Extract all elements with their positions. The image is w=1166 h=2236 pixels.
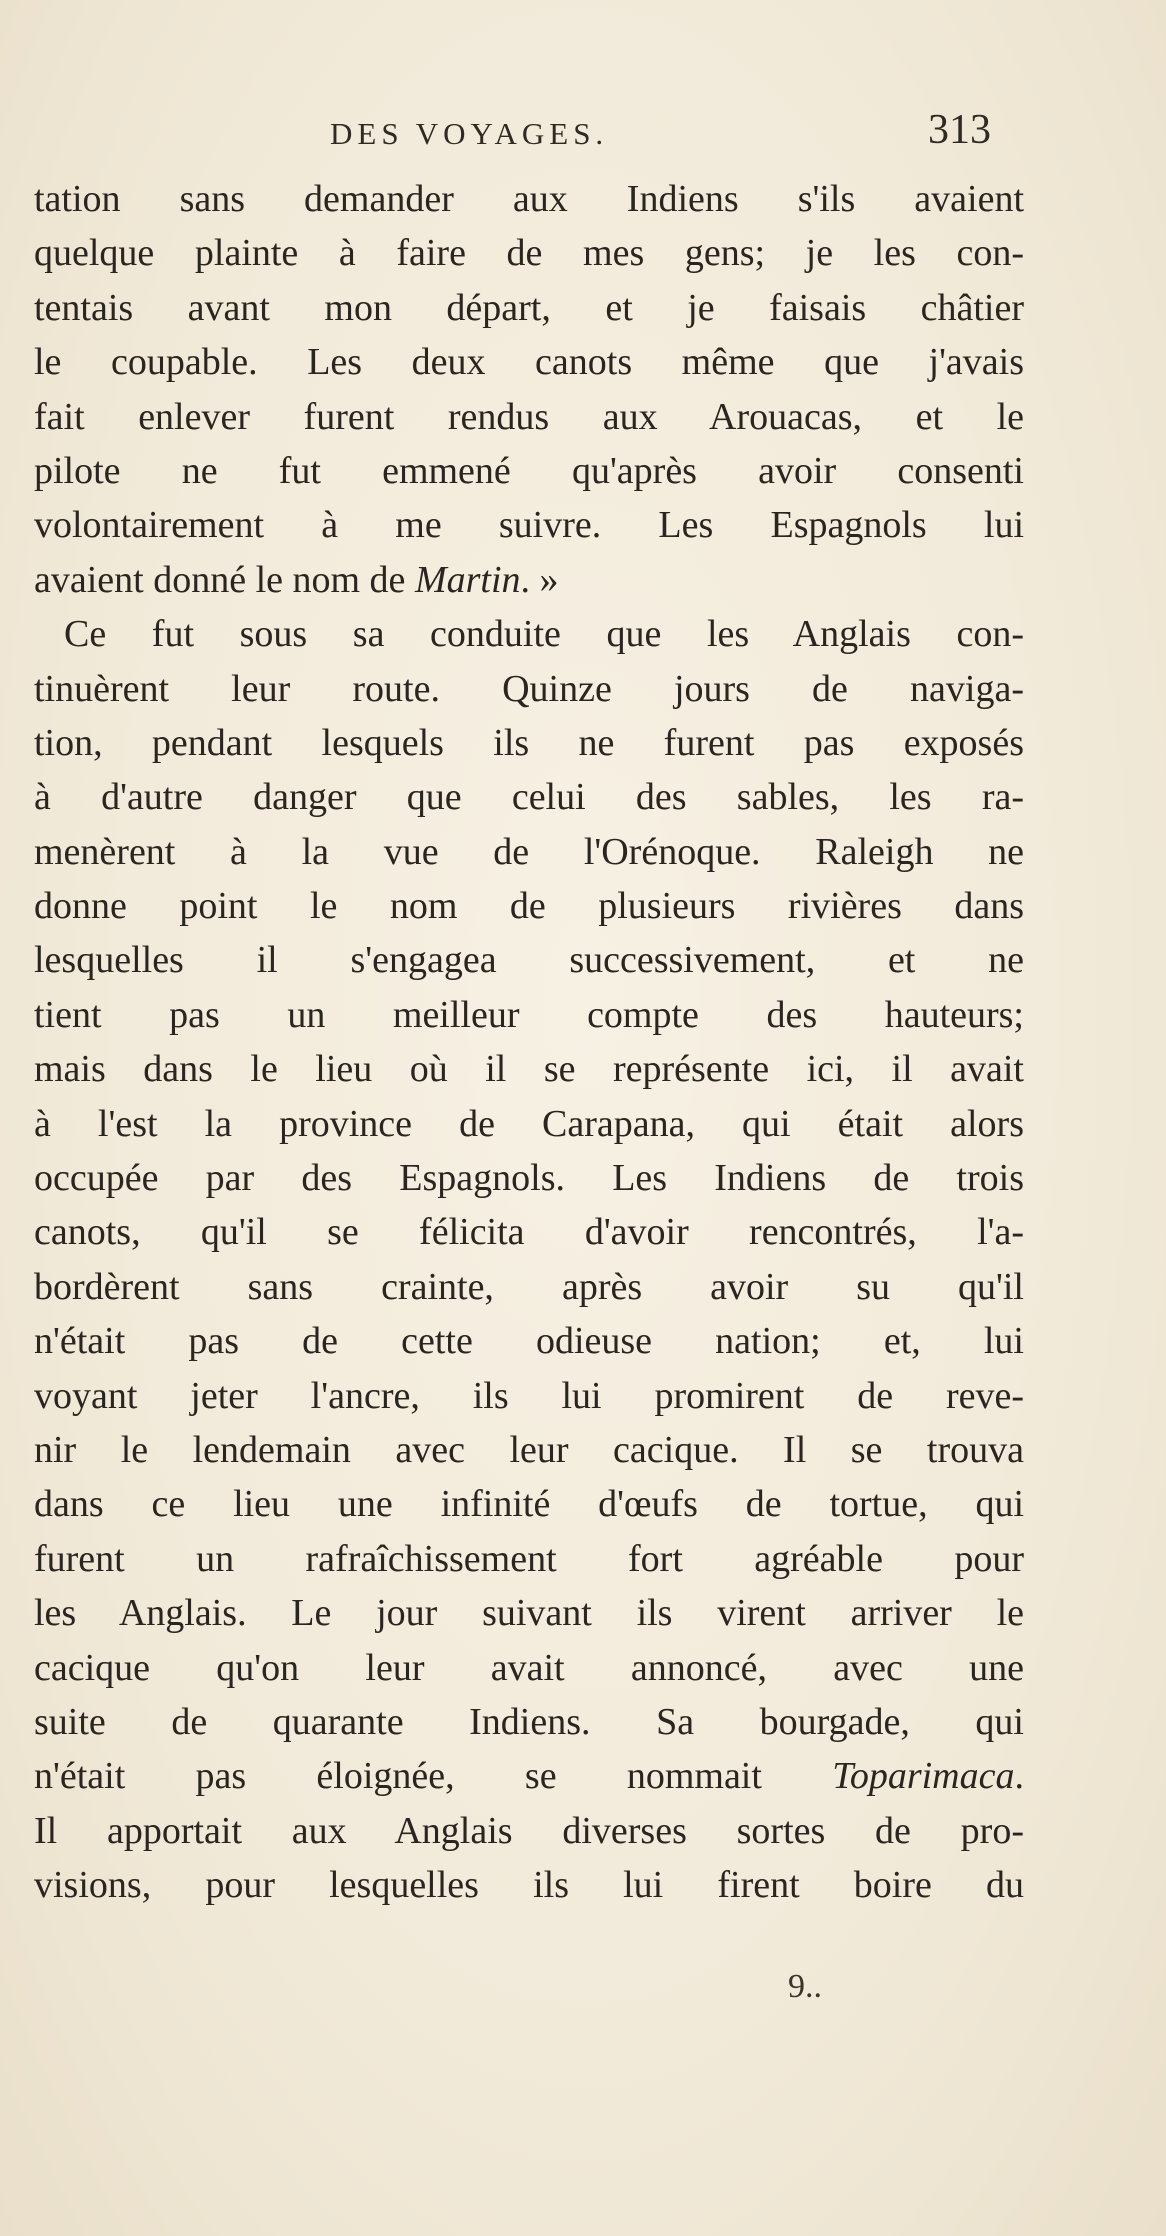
text-line: à d'autre danger que celui des sables, les ra- [34,776,1024,819]
text-line: le coupable. Les deux canots même que j'avais [34,341,1024,384]
text-line: à l'est la province de Carapana, qui était alors [34,1102,1024,1145]
text-line: tion, pendant lesquels ils ne furent pas exposés [34,721,1024,764]
text-line: tation sans demander aux Indiens s'ils avaient [34,178,1024,220]
text-line: pilote ne fut emmené qu'après avoir consenti [34,449,1024,492]
text-line: cacique qu'on leur avait annoncé, avec une [34,1646,1024,1689]
text-line: donne point le nom de plusieurs rivières dans [34,885,1024,928]
text-line: dans ce lieu une infinité d'œufs de tortue, qui [34,1483,1024,1526]
text-segment: . [1014,1755,1024,1798]
text-segment: n'était pas éloignée, se nommait [34,1755,833,1798]
text-segment: avaient donné le nom de [34,558,415,601]
italic-name-toparimaca: Toparimaca [832,1755,1015,1798]
running-title: DES VOYAGES. [330,116,609,151]
text-line: n'était pas de cette odieuse nation; et, lui [34,1320,1024,1363]
text-line-with-italic [34,1749,1024,1803]
body-text [34,172,1024,1913]
text-line: visions, pour lesquelles ils lui firent boire du [34,1864,1024,1907]
page-header [0,106,1166,166]
text-line: fait enlever furent rendus aux Arouacas, et le [34,395,1024,438]
text-line-paragraph-end [34,553,1024,607]
page-number: 313 [928,107,991,153]
text-line: occupée par des Espagnols. Les Indiens de trois [34,1157,1024,1200]
text-line: tentais avant mon départ, et je faisais châtier [34,286,1024,329]
text-segment: . » [520,558,559,601]
text-line: furent un rafraîchissement fort agréable pour [34,1537,1024,1580]
text-line: les Anglais. Le jour suivant ils virent arriver le [34,1592,1024,1635]
text-line: menèrent à la vue de l'Orénoque. Raleigh ne [34,830,1024,873]
italic-name-martin: Martin [414,558,521,601]
text-line: suite de quarante Indiens. Sa bourgade, qui [34,1700,1024,1743]
text-line: canots, qu'il se félicita d'avoir rencontrés, l'a- [34,1211,1024,1254]
text-line: bordèrent sans crainte, après avoir su qu'il [34,1265,1024,1308]
text-line: lesquelles il s'engagea successivement, et ne [34,939,1024,982]
text-line-paragraph-start: Ce fut sous sa conduite que les Anglais con- [64,613,1024,656]
text-line: voyant jeter l'ancre, ils lui promirent de reve- [34,1374,1024,1417]
text-line: nir le lendemain avec leur cacique. Il se trouva [34,1428,1024,1471]
text-line: tient pas un meilleur compte des hauteurs; [34,993,1024,1036]
text-line: Il apportait aux Anglais diverses sortes de pro- [34,1809,1024,1852]
text-line: mais dans le lieu où il se représente ici, il avait [34,1048,1024,1091]
text-line: tinuèrent leur route. Quinze jours de naviga- [34,667,1024,710]
printer-signature-mark: 9.. [788,1968,822,2005]
text-line: volontairement à me suivre. Les Espagnols lui [34,504,1024,547]
text-line: quelque plainte à faire de mes gens; je les con- [34,232,1024,275]
